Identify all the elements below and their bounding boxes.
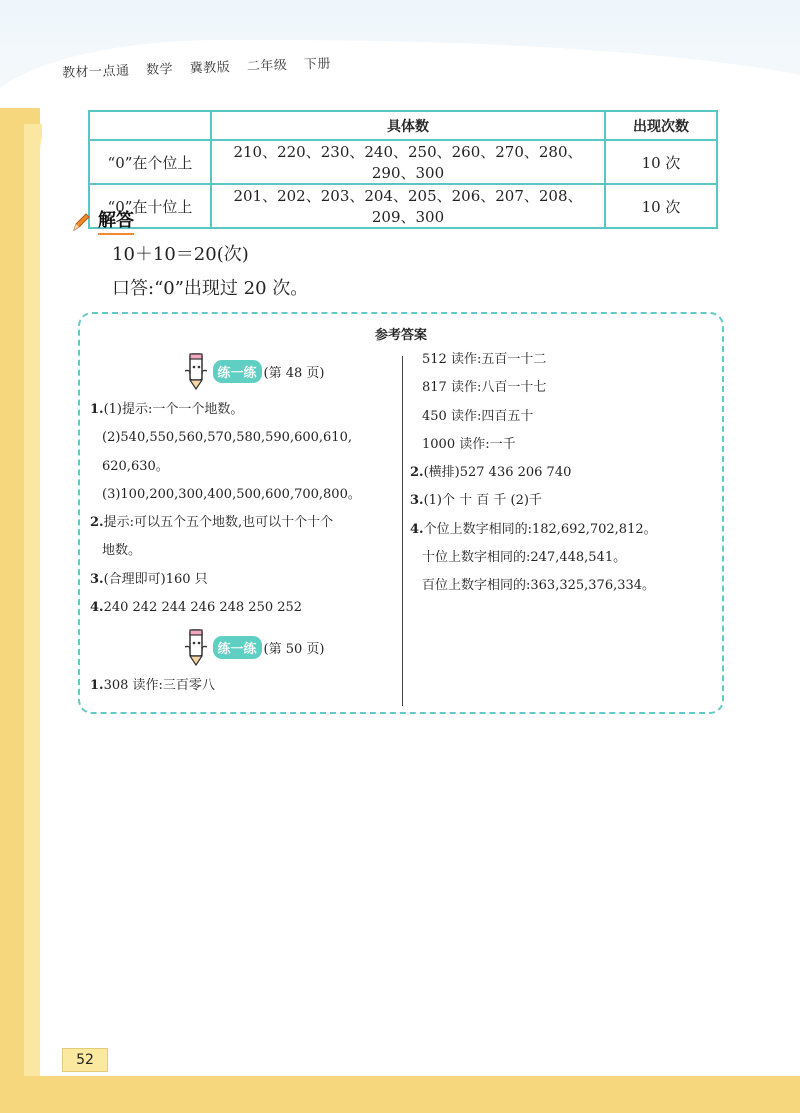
table-cell: “0”在十位上 (89, 184, 211, 228)
solution-reply: 口答:“0”出现过 20 次。 (112, 278, 309, 299)
answer-line: 2.(横排)527 436 206 740 (410, 465, 572, 481)
table-header-cell: 出现次数 (605, 111, 717, 140)
answer-line: 百位上数字相同的:363,325,376,334。 (422, 578, 656, 594)
answer-line: 3.(合理即可)160 只 (90, 571, 208, 587)
header-item: 数学 (145, 62, 174, 79)
practice-heading (90, 346, 395, 396)
answer-line: 地数。 (102, 543, 142, 559)
pencil-mascot-icon (181, 351, 211, 391)
answer-line: 2.提示:可以五个五个地数,也可以十个十个 (90, 515, 334, 531)
header-item: 下册 (303, 56, 332, 73)
solution-calculation: 10＋10＝20(次) (112, 244, 249, 265)
zero-count-table (88, 110, 718, 229)
practice-page: (第 50 页) (263, 641, 325, 657)
page-number: 52 (62, 1048, 108, 1072)
answer-line: 817 读作:八百一十七 (422, 380, 547, 396)
pencil-icon (70, 210, 92, 232)
table-cell: 10 次 (605, 140, 717, 184)
answer-line: 1000 读作:一千 (422, 436, 516, 452)
table-header-cell (89, 111, 211, 140)
answer-line: 3.(1)个 十 百 千 (2)千 (410, 493, 542, 509)
table-cell: “0”在个位上 (89, 140, 211, 184)
table-header-cell: 具体数 (211, 111, 605, 140)
answer-line: 4.240 242 244 246 248 250 252 (90, 600, 303, 616)
table-row (89, 184, 717, 228)
solution-title: 解答 (98, 206, 134, 235)
header-item: 冀教版 (189, 60, 231, 77)
reference-answers-title: 参考答案 (374, 328, 427, 343)
answer-line: 512 读作:五百一十二 (422, 352, 547, 367)
column-divider (402, 356, 403, 706)
header-item: 二年级 (246, 58, 288, 75)
table-cell: 210、220、230、240、250、260、270、280、290、300 (211, 140, 605, 184)
practice-label: 练一练 (213, 636, 262, 659)
pencil-mascot-icon (181, 627, 211, 667)
solution-heading (70, 206, 134, 235)
table-cell: 10 次 (605, 184, 717, 228)
practice-heading (90, 622, 395, 672)
practice-label: 练一练 (213, 360, 262, 383)
bottom-band (0, 1076, 800, 1113)
answers-right-column (410, 346, 720, 601)
reference-answers-box (78, 312, 724, 714)
answer-line: 十位上数字相同的:247,448,541。 (422, 550, 627, 566)
table-header-row (89, 111, 717, 140)
answer-line: (3)100,200,300,400,500,600,700,800。 (102, 486, 361, 502)
answer-line: 620,630。 (102, 458, 169, 474)
table-cell: 201、202、203、204、205、206、207、208、209、300 (211, 184, 605, 228)
practice-page: (第 48 页) (263, 365, 325, 381)
header-item: 教材一点通 (61, 63, 130, 81)
answer-line: (2)540,550,560,570,580,590,600,610, (102, 430, 352, 446)
answer-line: 1.308 读作:三百零八 (90, 678, 215, 694)
answer-line: 4.个位上数字相同的:182,692,702,812。 (410, 521, 657, 537)
table-row (89, 140, 717, 184)
answer-line: 1.(1)提示:一个一个地数。 (90, 402, 244, 417)
answer-line: 450 读作:四百五十 (422, 408, 534, 424)
answers-left-column (90, 346, 395, 701)
